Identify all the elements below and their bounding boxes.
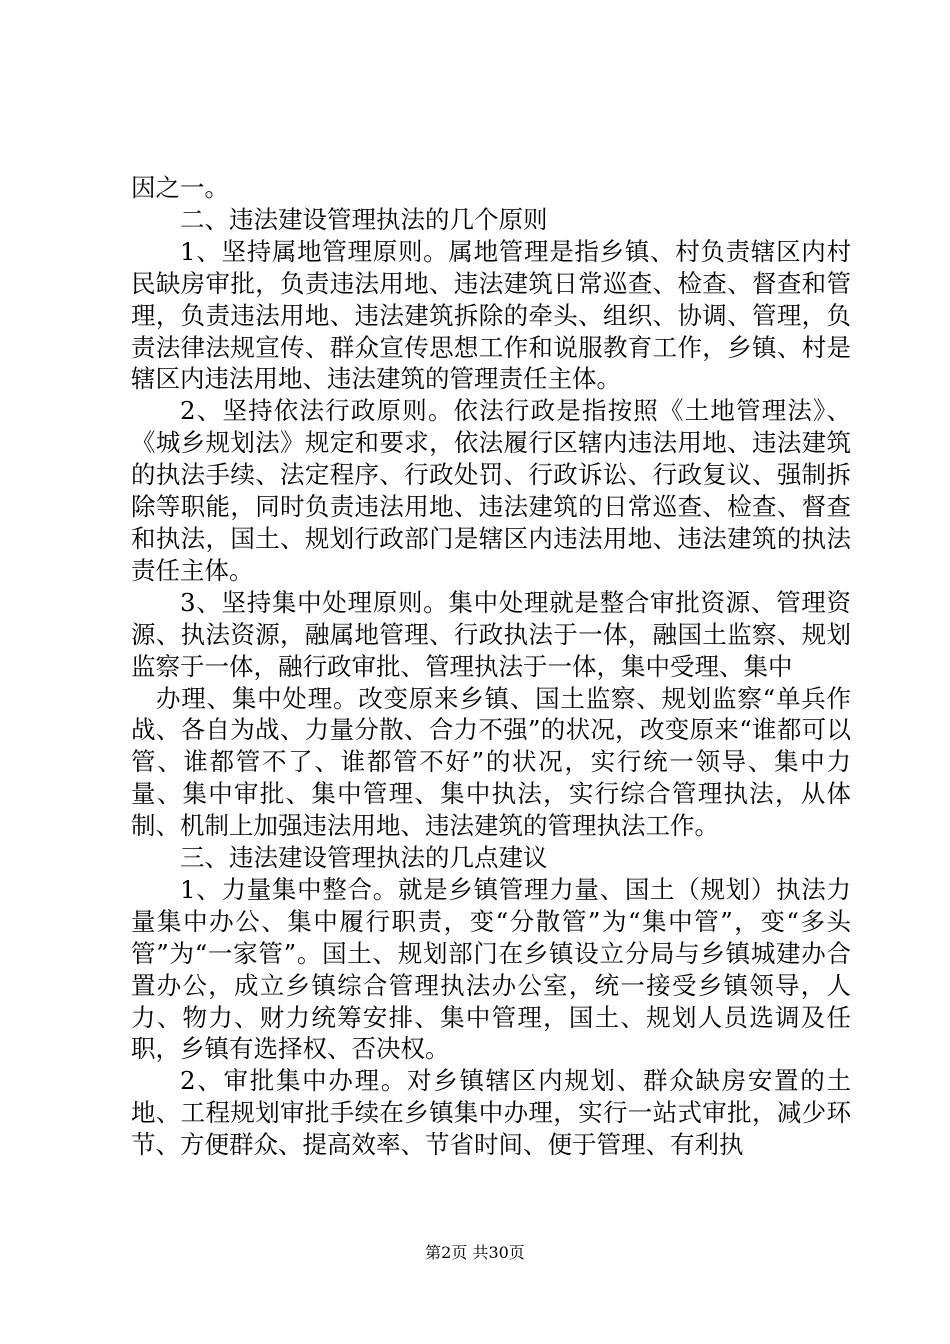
paragraph-approval-centralized: 2、审批集中办理。对乡镇辖区内规划、群众缺房安置的土地、工程规划审批手续在乡镇集中办理，实行一站式审批，减少环节、方便群众、提高效率、节省时间、便于管理、有利执 bbox=[131, 1066, 851, 1160]
paragraph-lawful-administration: 2、坚持依法行政原则。依法行政是指按照《土地管理法》、《城乡规划法》规定和要求，依法履行区辖内违法用地、违法建筑的执法手续、法定程序、行政处罚、行政诉讼、行政复议、强制拆除等职能，同时负责违法用地、违法建筑的日常巡查、检查、督查和执法，国土、规划行政部门是辖区内违法用地、违法建筑的执法责任主体。 bbox=[131, 396, 851, 585]
section-heading-principles: 二、违法建设管理执法的几个原则 bbox=[180, 204, 548, 234]
paragraph-force-integration: 1、力量集中整合。就是乡镇管理力量、国土（规划）执法力量集中办公、集中履行职责，变“分散管”为“集中管”，变“多头管”为“一家管”。国土、规划部门在乡镇设立分局与乡镇城建办合置办公，成立乡镇综合管理执法办公室，统一接受乡镇领导，人力、物力、财力统筹安排、集中管理，国土、规划人员选调及任职，乡镇有选择权、否决权。 bbox=[131, 874, 851, 1064]
section-heading-suggestions: 三、违法建设管理执法的几点建议 bbox=[180, 843, 548, 873]
page-number-footer: 第2页 共30页 bbox=[425, 1243, 525, 1262]
document-body bbox=[131, 172, 851, 1161]
paragraph-centralized-handling: 3、坚持集中处理原则。集中处理就是整合审批资源、管理资源、执法资源，融属地管理、行政执法于一体，融国土监察、规划监察于一体，融行政审批、管理执法于一体，集中受理、集中 bbox=[131, 587, 851, 681]
paragraph-centralized-handling-continued: 办理、集中处理。改变原来乡镇、国土监察、规划监察“单兵作战、各自为战、力量分散、合力不强”的状况，改变原来“谁都可以管、谁都管不了、谁都管不好”的状况，实行统一领导、集中力量、集中审批、集中管理、集中执法，实行综合管理执法，从体制、机制上加强违法用地、违法建筑的管理执法工作。 bbox=[131, 683, 851, 841]
paragraph-territorial-principle: 1、坚持属地管理原则。属地管理是指乡镇、村负责辖区内村民缺房审批，负责违法用地、违法建筑日常巡查、检查、督查和管理，负责违法用地、违法建筑拆除的牵头、组织、协调、管理，负责法律法规宣传、群众宣传思想工作和说服教育工作，乡镇、村是辖区内违法用地、违法建筑的管理责任主体。 bbox=[131, 236, 851, 394]
paragraph-continuation: 因之一。 bbox=[131, 173, 229, 202]
